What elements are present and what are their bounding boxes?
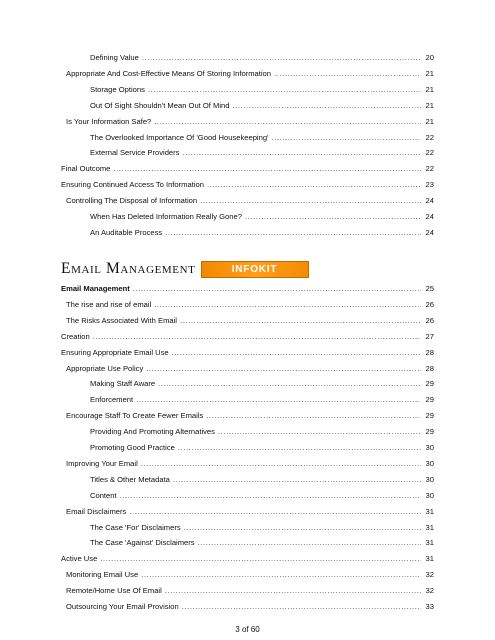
toc-entry[interactable] <box>90 441 434 455</box>
toc-entry[interactable] <box>66 584 434 598</box>
toc-page-number: 24 <box>425 227 434 237</box>
toc-page-number: 30 <box>425 474 434 484</box>
toc-entry[interactable] <box>61 162 434 176</box>
toc-dot-leader <box>154 298 421 312</box>
toc-dot-leader <box>136 393 421 407</box>
toc-dot-leader <box>198 536 421 550</box>
toc-entry[interactable] <box>66 600 434 614</box>
toc-entry-title: Encourage Staff To Create Fewer Emails <box>66 411 204 421</box>
toc-entry[interactable] <box>66 568 434 582</box>
toc-entry-title: Creation <box>61 331 90 341</box>
toc-entry-title: Providing And Promoting Alternatives <box>90 427 215 437</box>
toc-page-number: 21 <box>425 84 434 94</box>
toc-dot-leader <box>120 489 421 503</box>
toc-dot-leader <box>129 505 421 519</box>
toc-entry-title: The rise and rise of email <box>66 299 152 309</box>
toc-dot-leader <box>113 162 421 176</box>
toc-dot-leader <box>148 83 421 97</box>
toc-dot-leader <box>206 409 421 423</box>
toc-entry[interactable] <box>90 210 434 224</box>
toc-dot-leader <box>165 226 421 240</box>
toc-page-number: 27 <box>425 331 434 341</box>
toc-page-number: 29 <box>425 427 434 437</box>
infokit-badge-label: INFOKIT <box>231 263 278 275</box>
toc-page-number: 30 <box>425 458 434 468</box>
toc-entry-title: An Auditable Process <box>90 227 163 237</box>
toc-entry[interactable] <box>66 362 434 376</box>
toc-dot-leader <box>182 146 421 160</box>
toc-entry[interactable] <box>90 83 434 97</box>
toc-dot-leader <box>178 441 421 455</box>
toc-page-number: 20 <box>425 53 434 62</box>
toc-entry-title: The Case 'For' Disclaimers <box>90 522 181 532</box>
toc-entry-title: Improving Your Email <box>66 458 138 468</box>
toc-page-number: 33 <box>425 602 434 611</box>
section-title: Email Management <box>61 260 196 277</box>
toc-dot-leader <box>141 568 421 582</box>
toc-entry[interactable] <box>90 146 434 160</box>
toc-entry[interactable] <box>66 194 434 208</box>
toc-entry-title: Defining Value <box>90 53 139 62</box>
toc-dot-leader <box>272 131 422 145</box>
toc-page-number: 22 <box>425 164 434 174</box>
toc-entry-title: Making Staff Aware <box>90 379 156 389</box>
toc-page-number: 32 <box>425 586 434 596</box>
toc-page-number: 30 <box>425 443 434 452</box>
toc-entry-title: Active Use <box>61 554 98 564</box>
toc-page-number: 28 <box>425 347 434 357</box>
toc-entry[interactable] <box>61 330 434 344</box>
toc-page-number: 29 <box>425 411 434 421</box>
toc-entry-title: Email Disclaimers <box>66 506 127 516</box>
page-footer: 3 of 60 <box>235 625 260 634</box>
toc-entry-title: Outsourcing Your Email Provision <box>66 602 179 611</box>
toc-entry[interactable] <box>90 99 434 113</box>
toc-page-number: 21 <box>425 68 434 78</box>
toc-dot-leader <box>173 473 421 487</box>
toc-page-number: 31 <box>425 522 434 532</box>
toc-entry[interactable] <box>90 473 434 487</box>
toc-page-number: 32 <box>425 570 434 580</box>
toc-entry[interactable] <box>90 377 434 391</box>
toc-entry[interactable] <box>66 298 434 312</box>
toc-entry[interactable] <box>90 393 434 407</box>
toc-entry[interactable] <box>66 67 434 81</box>
toc-entry-title: Storage Options <box>90 84 145 94</box>
toc-entry[interactable] <box>66 314 434 328</box>
toc-dot-leader <box>207 178 421 192</box>
toc-dot-leader <box>158 377 421 391</box>
toc-dot-leader <box>100 552 421 566</box>
toc-dot-leader <box>232 99 421 113</box>
toc-page-number: 22 <box>425 148 434 158</box>
toc-dot-leader <box>93 330 421 344</box>
toc-page-number: 31 <box>425 506 434 516</box>
toc-entry[interactable] <box>90 521 434 535</box>
toc-entry[interactable] <box>90 489 434 503</box>
toc-page-number: 22 <box>425 132 434 142</box>
toc-entry-title: Enforcement <box>90 395 134 405</box>
toc-entry-title: The Overlooked Importance Of 'Good Housekeeping' <box>90 132 269 142</box>
toc-entry[interactable] <box>61 346 434 360</box>
toc-entry-title: Ensuring Continued Access To Information <box>61 180 204 190</box>
toc-dot-leader <box>146 362 421 376</box>
toc-entry-title: Controlling The Disposal of Information <box>66 196 198 206</box>
toc-dot-leader <box>184 521 421 535</box>
toc-entry[interactable] <box>61 178 434 192</box>
toc-page-number: 26 <box>425 299 434 309</box>
toc-entry-title: Monitoring Email Use <box>66 570 139 580</box>
toc-page-number: 30 <box>425 490 434 500</box>
toc-entry-title: Is Your Information Safe? <box>66 116 152 126</box>
toc-entry[interactable] <box>66 115 434 129</box>
toc-page-number: 21 <box>425 100 434 110</box>
toc-page-number: 24 <box>425 212 434 221</box>
toc-dot-leader <box>165 584 421 598</box>
toc-dot-leader <box>182 600 421 614</box>
toc-dot-leader <box>172 346 421 360</box>
toc-entry[interactable] <box>90 131 434 145</box>
toc-entry-title: The Case 'Against' Disclaimers <box>90 538 195 548</box>
toc-entry[interactable] <box>66 409 434 423</box>
toc-dot-leader <box>200 194 421 208</box>
toc-entry-title: Remote/Home Use Of Email <box>66 586 162 596</box>
toc-page-number: 25 <box>425 284 434 293</box>
section-header <box>61 260 309 278</box>
toc-entry-title: Out Of Sight Shouldn't Mean Out Of Mind <box>90 100 230 110</box>
toc-page-number: 31 <box>425 554 434 564</box>
toc-entry-title: External Service Providers <box>90 148 180 158</box>
toc-page-number: 26 <box>425 315 434 325</box>
toc-entry-title: Content <box>90 490 117 500</box>
toc-dot-leader <box>218 425 421 439</box>
infokit-badge <box>201 261 309 278</box>
toc-entry[interactable] <box>61 552 434 566</box>
toc-entry-title: The Risks Associated With Email <box>66 315 177 325</box>
toc-dot-leader <box>245 210 421 224</box>
toc-entry-title: Final Outcome <box>61 164 111 174</box>
toc-dot-leader <box>154 115 421 129</box>
toc-entry[interactable] <box>61 282 434 296</box>
toc-entry[interactable] <box>90 226 434 240</box>
toc-dot-leader <box>142 51 421 65</box>
toc-page-number: 23 <box>425 180 434 190</box>
toc-entry[interactable] <box>66 457 434 471</box>
toc-entry[interactable] <box>90 425 434 439</box>
toc-entry-title: Appropriate And Cost-Effective Means Of Storing Information <box>66 68 271 78</box>
toc-entry-title: Titles & Other Metadata <box>90 474 170 484</box>
toc-page-number: 24 <box>425 196 434 206</box>
toc-dot-leader <box>141 457 421 471</box>
toc-entry-title: Promoting Good Practice <box>90 443 175 452</box>
toc-dot-leader <box>180 314 421 328</box>
toc-dot-leader <box>274 67 421 81</box>
toc-page-number: 29 <box>425 395 434 405</box>
toc-page-number: 31 <box>425 538 434 548</box>
toc-entry-title: Email Management <box>61 284 130 293</box>
toc-page-number: 29 <box>425 379 434 389</box>
toc-entry-title: When Has Deleted Information Really Gone? <box>90 212 242 221</box>
toc-entry[interactable] <box>66 505 434 519</box>
toc-dot-leader <box>133 282 421 296</box>
toc-entry-title: Appropriate Use Policy <box>66 363 144 373</box>
toc-entry[interactable] <box>90 536 434 550</box>
toc-entry[interactable] <box>90 51 434 65</box>
toc-entry-title: Ensuring Appropriate Email Use <box>61 347 169 357</box>
toc-page-number: 21 <box>425 116 434 126</box>
toc-page-number: 28 <box>425 363 434 373</box>
